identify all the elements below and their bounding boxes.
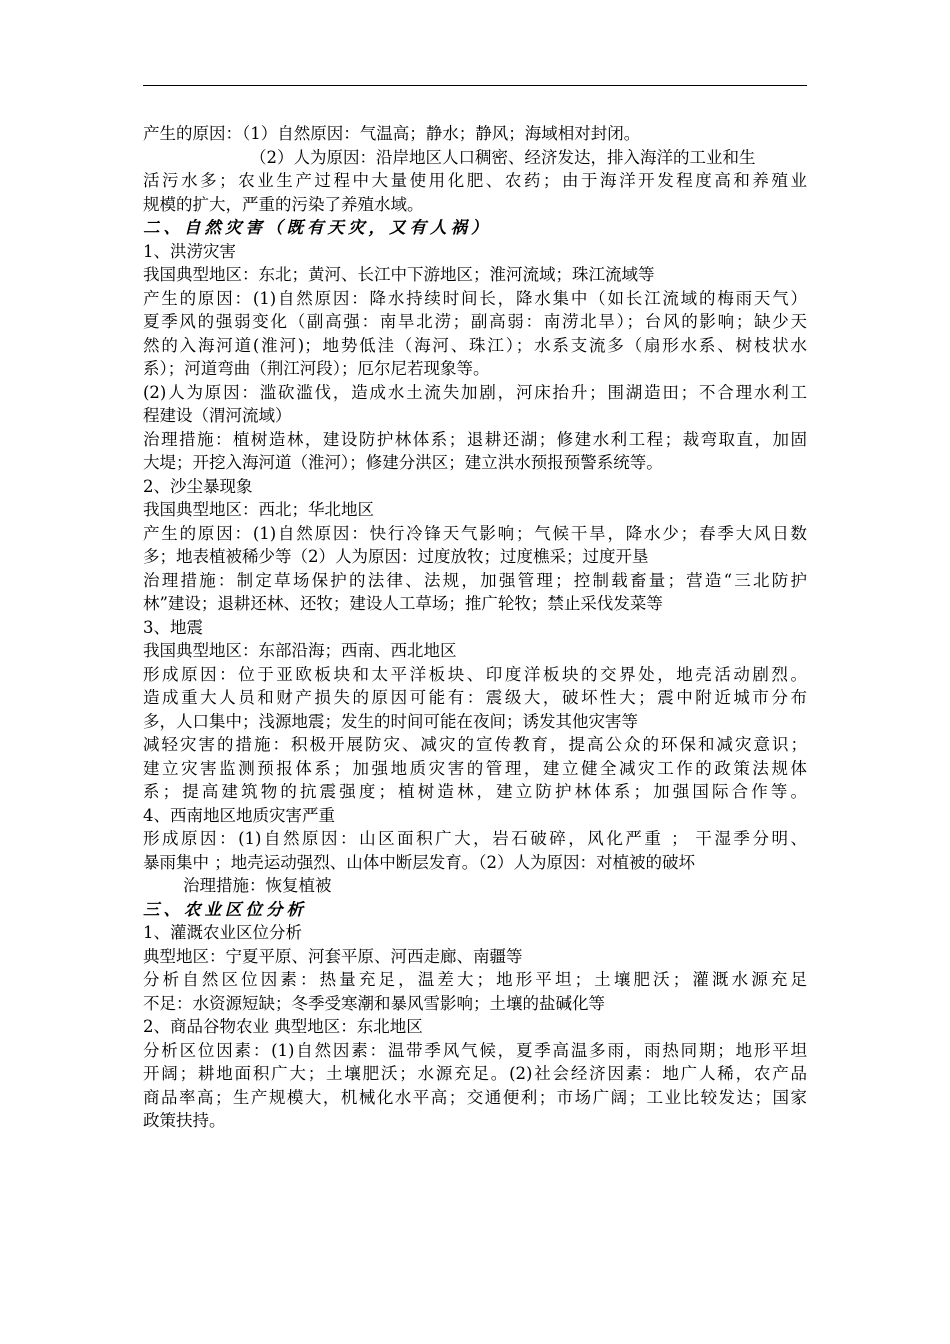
text-line: 林”建设；退耕还林、还牧；建设人工草场；推广轮牧；禁止采伐发菜等 — [143, 594, 663, 613]
text-line: 形成原因：(1)自然原因：山区面积广大，岩石破碎，风化严重 ； 干湿季分明、 — [143, 829, 807, 848]
text-line: 分析区位因素：(1)自然因素：温带季风气候，夏季高温多雨，雨热同期；地形平坦 — [143, 1040, 807, 1060]
text-line: 我国典型地区：西北；华北地区 — [143, 500, 374, 519]
text-line: 2、商品谷物农业 典型地区：东北地区 — [143, 1017, 423, 1036]
text-line: (2)人为原因：滥砍滥伐，造成水土流失加剧，河床抬升；围湖造田；不合理水利工 — [143, 382, 807, 402]
text-line: 造成重大人员和财产损失的原因可能有：震级大，破坏性大；震中附近城市分布 — [143, 688, 807, 707]
text-line: 活污水多；农业生产过程中大量使用化肥、农药；由于海洋开发程度高和养殖业 — [143, 171, 807, 190]
text-line: 治理措施：制定草场保护的法律、法规，加强管理；控制载畜量；营造“三北防护 — [143, 570, 807, 590]
text-line: 治理措施：植树造林，建设防护林体系；退耕还湖；修建水利工程；裁弯取直，加固 — [143, 429, 807, 449]
text-line: 3、地震 — [143, 617, 203, 637]
text-line: 程建设（渭河流域） — [143, 406, 292, 425]
header-rule — [143, 85, 807, 86]
text-line: 形成原因：位于亚欧板块和太平洋板块、印度洋板块的交界处，地壳活动剧烈。 — [143, 664, 807, 684]
text-line: 然的入海河道(淮河)；地势低洼（海河、珠江）；水系支流多（扇形水系、树枝状水 — [143, 335, 807, 355]
text-line: 暴雨集中 ；地壳运动强烈、山体中断层发育。（2）人为原因：对植被的破坏 — [143, 852, 695, 872]
text-line: 产生的原因：(1)自然原因：降水持续时间长，降水集中（如长江流域的梅雨天气） — [143, 288, 807, 308]
text-line: 4、西南地区地质灾害严重 — [143, 805, 335, 825]
text-line: （2）人为原因：沿岸地区人口稠密、经济发达，排入海洋的工业和生 — [250, 147, 756, 167]
text-line: 不足：水资源短缺；冬季受寒潮和暴风雪影响；土壤的盐碱化等 — [143, 993, 605, 1013]
text-line: 产生的原因：（1）自然原因：气温高；静水；静风；海域相对封闭。 — [143, 124, 641, 143]
text-line: 夏季风的强弱变化（副高强：南旱北涝；副高弱：南涝北旱）；台风的影响；缺少天 — [143, 312, 807, 331]
text-line: 分析自然区位因素：热量充足，温差大；地形平坦；土壤肥沃；灌溉水源充足 — [143, 970, 807, 989]
text-line: 1、洪涝灾害 — [143, 241, 236, 261]
text-line: 系）；河道弯曲（荆江河段）；厄尔尼若现象等。 — [143, 359, 490, 378]
document-body — [143, 122, 807, 1133]
text-line: 大堤；开挖入海河道（淮河）；修建分洪区；建立洪水预报预警系统等。 — [143, 453, 663, 472]
text-line: 政策扶持。 — [143, 1111, 226, 1130]
text-line: 系；提高建筑物的抗震强度；植树造林，建立防护林体系；加强国际合作等。 — [143, 782, 807, 801]
text-line: 我国典型地区：东北；黄河、长江中下游地区；淮河流域；珠江流域等 — [143, 265, 655, 284]
text-line: 产生的原因：(1)自然原因：快行冷锋天气影响；气候干旱，降水少；春季大风日数 — [143, 523, 807, 543]
text-line: 典型地区：宁夏平原、河套平原、河西走廊、南疆等 — [143, 946, 523, 966]
text-line: 减轻灾害的措施：积极开展防灾、减灾的宣传教育，提高公众的环保和减灾意识； — [143, 735, 807, 754]
text-line: 1、灌溉农业区位分析 — [143, 923, 302, 942]
text-line: 治理措施：恢复植被 — [183, 876, 332, 895]
text-line: 商品率高；生产规模大，机械化水平高；交通便利；市场广阔；工业比较发达；国家 — [143, 1087, 807, 1107]
text-line: 规模的扩大，严重的污染了养殖水域。 — [143, 194, 424, 214]
text-line: 建立灾害监测预报体系；加强地质灾害的管理，建立健全减灾工作的政策法规体 — [143, 758, 807, 778]
text-line: 2、沙尘暴现象 — [143, 476, 253, 496]
text-line: 我国典型地区：东部沿海；西南、西北地区 — [143, 641, 457, 660]
text-line: 开阔；耕地面积广大；土壤肥沃；水源充足。(2)社会经济因素：地广人稀，农产品 — [143, 1064, 807, 1083]
text-line: 多；地表植被稀少等（2）人为原因：过度放牧；过度樵采；过度开垦 — [143, 547, 649, 566]
section-heading: 三、农业区位分析 — [143, 899, 307, 919]
section-heading: 二、自然灾害（既有天灾，又有人祸） — [143, 218, 492, 237]
text-line: 多，人口集中；浅源地震；发生的时间可能在夜间；诱发其他灾害等 — [143, 711, 638, 731]
